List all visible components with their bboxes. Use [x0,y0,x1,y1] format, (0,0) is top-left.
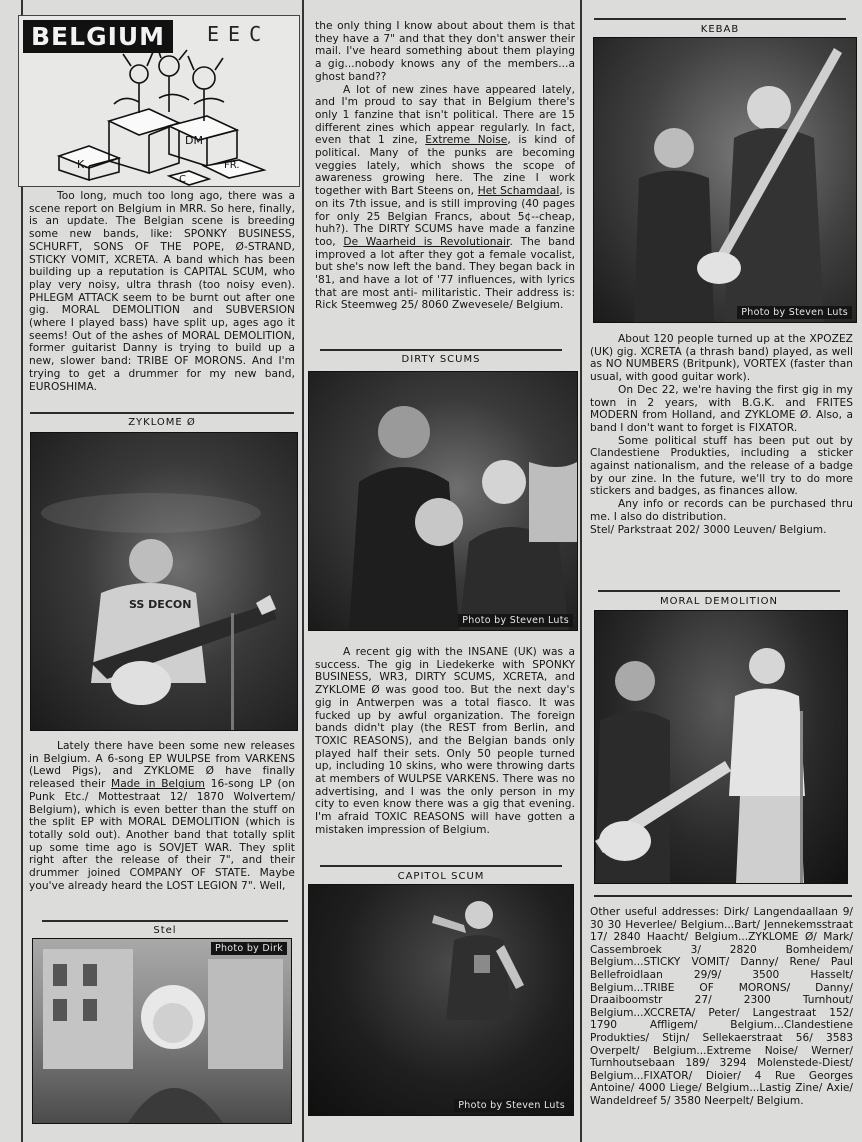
kebab-photo-credit: Photo by Steven Luts [737,306,852,319]
zine-het-schamdaal: Het Schamdaal [477,185,560,198]
zines-text-c: , is on its 7th issue, and is still improving (40 pages for only 25 Belgian Francs, about 5¢--cheap, huh?). The DIRTY SCUMS have made a fanzine too, [315,185,575,248]
zyklome-photo [30,432,298,731]
zines-text-b: , is kind of political. Many of the punks are becoming veggies lately, which shows the scope of awareness growing here. The zine I work together with Bart Steens on, [315,134,575,198]
stage-silhouette [595,611,847,883]
section-rule [30,412,294,414]
street-portrait-drawing [33,939,291,1123]
drawing-label-k: K. [77,158,88,171]
capitol-scum-photo-credit: Photo by Steven Luts [454,1099,569,1112]
column-1-intro [29,190,295,415]
column-2-gig [315,646,575,861]
section-rule [320,349,562,351]
releases-paragraph [29,740,295,892]
band-silhouette [594,38,856,322]
zine-de-waarheid: De Waarheid is Revolutionair [343,235,510,248]
drawing-label-fr: FR. [224,160,240,171]
gig-paragraph: A recent gig with the INSANE (UK) was a success. The gig in Liedekerke with SPONKY BUSINESS, WR3, DIRTY SCUMS, XCRETA, and ZYKLOME Ø was good too. But the next day's gig in Antwerpen was a total fiasco. It was fucked up by awful organization. The foreign bands didn't play (the REST from Berlin, and TOXIC REASONS), and the Belgian bands only played half their sets. Only 50 people turned up, including 10 skins, who were throwing darts at members of WULPSE VARKENS. There was no advertising, and I was the only person in my city to even know there was a gig that evening. I'm afraid TOXIC REASONS will have gotten a mistaken impression of Belgium. [315,646,575,836]
section-rule [598,590,840,592]
zines-paragraph [315,84,575,313]
stel-photo-credit: Photo by Dirk [211,942,287,955]
political-paragraph: Some political stuff has been put out by Clandestiene Produkties, including a sticker against nationalism, and the release of a badge by our zine. In the future, we'll try to do more stickers and badges, as finances allow. [590,434,853,498]
xpozez-paragraph: About 120 people turned up at the XPOZEZ (UK) gig. XCRETA (a thrash band) played, as well as NO NUMBERS (Britpunk), VORTEX (faster than usual, with good guitar work). [590,333,853,384]
money-pile-drawing [19,16,299,186]
singer-silhouette [309,885,573,1115]
masthead-letters: EEC [207,22,271,46]
signature-address: Stel/ Parkstraat 202/ 3000 Leuven/ Belgium. [590,523,827,536]
crowd-silhouette [309,372,577,630]
zines-text-a: A lot of new zines have appeared lately, and I'm proud to say that in Belgium there's only 1 fanzine that isn't political. There are 15 different zines which appear regularly. In fact, even that 1 zine, [315,83,575,147]
drawing-label-dm: DM [185,134,203,147]
section-rule [594,895,852,897]
kebab-heading: KEBAB [700,24,740,35]
stel-photo [32,938,292,1124]
ghost-band-paragraph: the only thing I know about about them is that they have a 7" and that they don't answer their mail. I've heard something about them playing a gig...nobody knows any of the members...a ghost band?? [315,20,575,83]
useful-addresses: Other useful addresses: Dirk/ Langendaallaan 9/ 30 30 Heverlee/ Belgium...Bart/ Jennekemsstraat 17/ 2840 Haacht/ Belgium...ZYKLOME Ø/ Mark/ Cassembroek 3/ 2820 Bomheidem/ Belgium...STICKY VOMIT/ Danny/ Rene/ Paul Bellefroidlaan 29/9/ 3500 Hasselt/ Belgium...TRIBE OF MORONS/ Danny/ Draaiboomstr 27/ 2300 Turnhout/ Belgium...XCCRETA/ Peter/ Langestraat 152/ 1790 Affligem/ Belgium...Clandestiene Produkties/ Stijn/ Sellekaerstraat 56/ 3583 Overpelt/ Belgium...Extreme Noise/ Werner/ Turnhoutsebaan 189/ 3294 Molenstede-Diest/ Belgium...FIXATOR/ Dioier/ 4 Rue Georges Antoine/ 4000 Liege/ Belgium...Lastig Zine/ Axie/ Wandeldreef 5/ 3580 Neerpelt/ Belgium. [590,906,853,1107]
capitol-scum-heading: CAPITOL SCUM [397,871,485,882]
zines-text-d: . The band improved a lot after they got a female vocalist, but she's now left the band. They began back in '81, and have a lot of '77 influences, with lyrics that are most anti- militaristic. Their address is: Rick Steemweg 25/ 8060 Zwevesele/ Belgium. [315,235,575,312]
guitarist-silhouette [31,433,297,730]
dec22-paragraph: On Dec 22, we're having the first gig in my town in 2 years, with B.G.K. and FRITES MODERN from Holland, and ZYKLOME Ø. Also, a band I don't want to forget is FIXATOR. [590,383,853,434]
kebab-photo [593,37,857,323]
section-rule [594,18,846,20]
drawing-label-c: C [179,174,186,185]
masthead-illustration [18,15,300,187]
dirty-scums-photo [308,371,578,631]
column-divider-1 [302,0,304,1142]
shirt-text: SS DECON [129,598,192,611]
zine-extreme-noise: Extreme Noise [425,134,508,147]
moral-demolition-photo [594,610,848,884]
stel-caption: Stel [153,925,177,936]
column-2-top [315,20,575,338]
moral-demolition-heading: MORAL DEMOLITION [659,596,779,607]
section-rule [42,920,288,922]
releases-text-b: 16-song LP (on Punk Etc./ Mottestraat 12/ 1870 Wolvertem/ Belgium), which is even better than the stuff on the split EP with MORAL DEMOLITION (which is totally sold out). Another band that totally split up some time ago is SOVJET WAR. They split right after the release of their 7", and their drummer joined COMPANY OF STATE. Maybe you've already heard the LOST LEGION 7". Well, [29,778,295,892]
section-rule [320,865,562,867]
intro-paragraph: Too long, much too long ago, there was a scene report on Belgium in MRR. So here, finally, is an update. The Belgian scene is breeding some new bands, like: SPONKY BUSINESS, SCHURFT, SONS OF THE POPE, Ø-STRAND, STICKY VOMIT, XCRETA. A band which has been building up a reputation is CAPITAL SCUM, who play very noisy, ultra thrash (too noisy even). PHLEGM ATTACK seem to be burnt out after one gig. MORAL DEMOLITION and SUBVERSION (where I played bass) have split up, ages ago it seems! Out of the ashes of MORAL DEMOLITION, former guitarist Danny is trying to build up a new, slower band: TRIBE OF MORONS. And I'm trying to get a drummer for my new band, EUROSHIMA. [29,190,295,393]
dirty-scums-photo-credit: Photo by Steven Luts [458,614,573,627]
made-in-belgium-title: Made in Belgium [111,778,206,791]
contact-paragraph: Any info or records can be purchased thru me. I also do distribution. [590,498,853,523]
column-1-releases [29,740,295,915]
dirty-scums-heading: DIRTY SCUMS [401,354,481,365]
column-3-addresses [590,906,853,1128]
releases-text-a: Lately there have been some new releases in Belgium. A 6-song EP WULPSE from VARKENS (Lewd Pigs), and ZYKLOME Ø have finally released their [29,740,295,791]
masthead-title: BELGIUM [23,20,173,53]
capitol-scum-photo [308,884,574,1116]
zyklome-heading: ZYKLOME Ø [128,417,196,428]
column-3-middle [590,333,853,579]
column-divider-2 [580,0,582,1142]
